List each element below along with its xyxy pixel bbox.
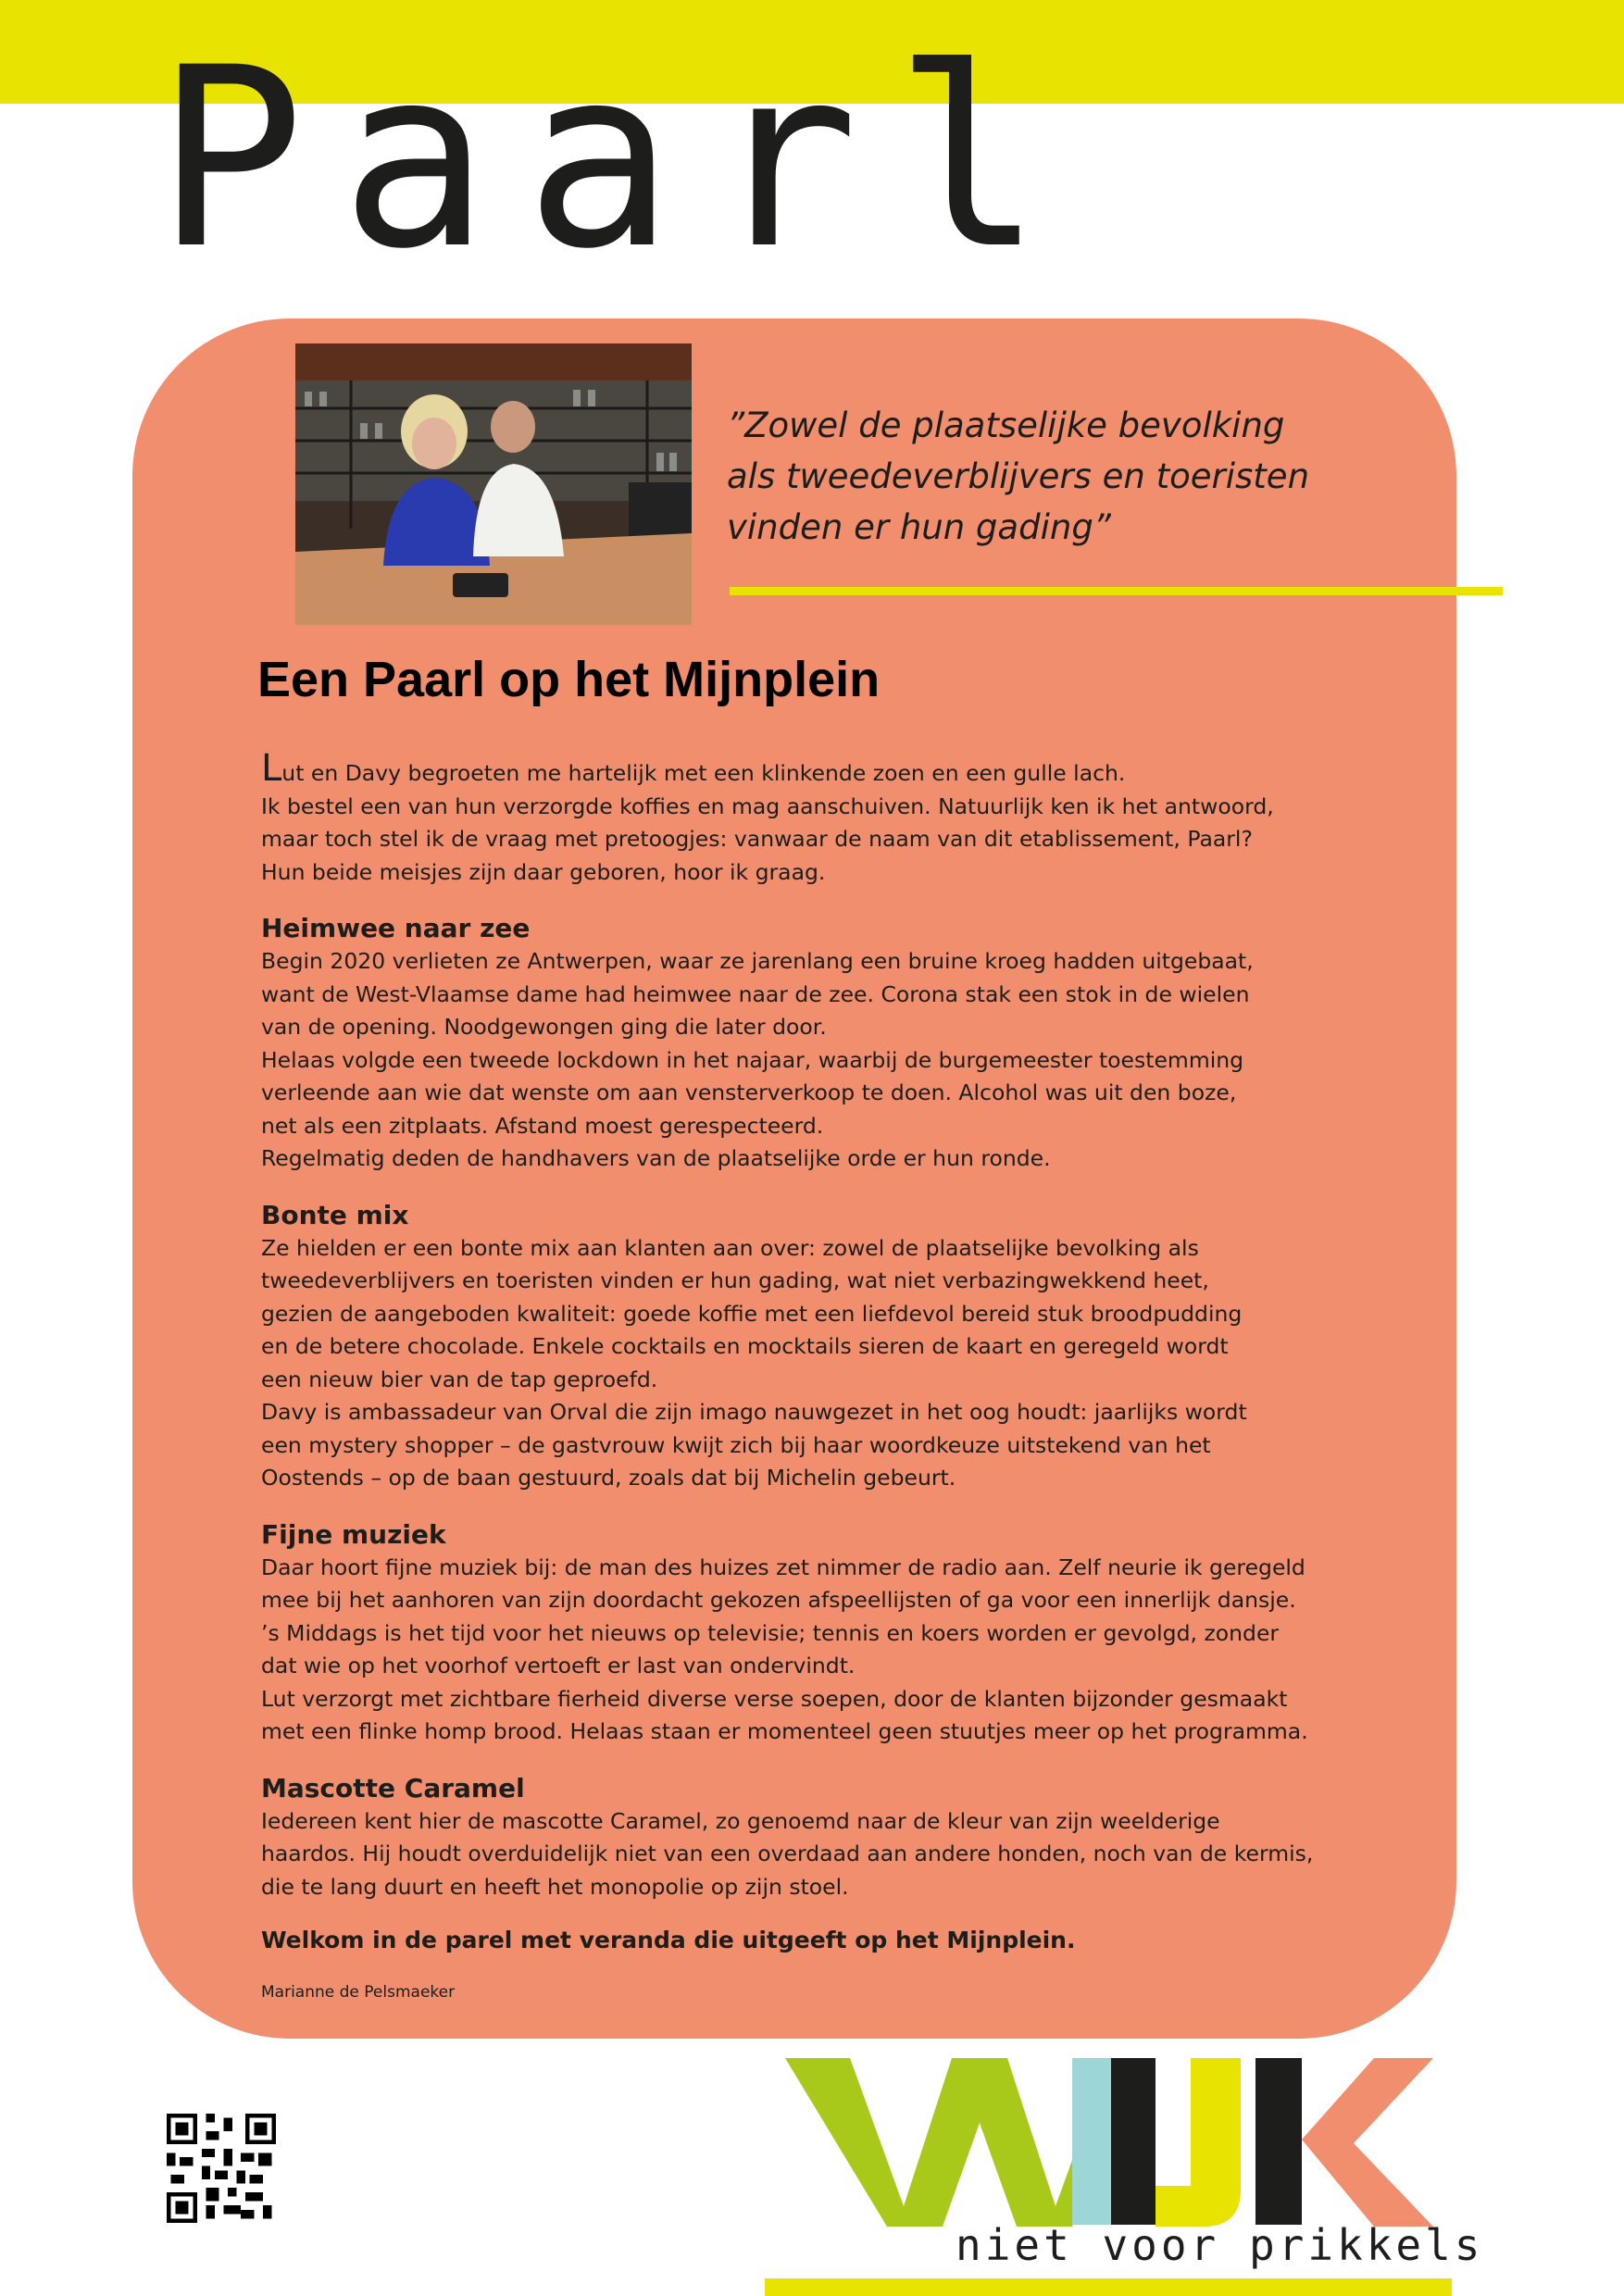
body-line: Ze hielden er een bonte mix aan klanten aan over: zowel de plaatselijke bevolking als [261, 1234, 1199, 1261]
author-credit: Marianne de Pelsmaeker [261, 1982, 456, 2002]
body-line: een mystery shopper – de gastvrouw kwijt zich bij haar woordkeuze uitstekend van het [261, 1431, 1211, 1458]
intro-line: Ik bestel een van hun verzorgde koffies en mag aanschuiven. Natuurlijk ken ik het antwoord, [261, 792, 1274, 819]
body-line: Begin 2020 verlieten ze Antwerpen, waar ze jarenlang een bruine kroeg hadden uitgebaat, [261, 948, 1254, 974]
body-line: Lut verzorgt met zichtbare fierheid diverse verse soepen, door de klanten bijzonder gesmaakt [261, 1685, 1288, 1712]
body-line: haardos. Hij houdt overduidelijk niet van een overdaad aan andere honden, noch van de kermis, [261, 1841, 1314, 1866]
body-line: gezien de aangeboden kwaliteit: goede koffie met een liefdevol bereid stuk broodpudding [261, 1300, 1243, 1327]
quote-line: als tweedeverblijvers en toeristen [727, 456, 1310, 496]
page-title: Paarl [156, 15, 1079, 304]
intro-line: maar toch stel ik de vraag met pretoogjes: vanwaar de naam van dit etablissement, Paarl? [261, 826, 1253, 852]
body-line: Davy is ambassadeur van Orval die zijn imago nauwgezet in het oog houdt: jaarlijks wordt [261, 1399, 1247, 1425]
body-line: ’s Middags is het tijd voor het nieuws op televisie; tennis en koers worden er gevolgd, zonder [261, 1619, 1280, 1646]
body-line: verleende aan wie dat wenste om aan vensterverkoop te doen. Alcohol was uit den boze, [261, 1079, 1237, 1105]
body-line: Helaas volgde een tweede lockdown in het najaar, waarbij de burgemeester toestemming [261, 1046, 1244, 1073]
qr-code[interactable] [167, 2114, 276, 2223]
body-line: die te lang duurt en heeft het monopolie op zijn stoel. [261, 1873, 849, 1900]
section-paragraph [261, 1232, 1400, 1495]
article-body [261, 747, 1400, 2003]
qr-code-icon [167, 2114, 276, 2223]
body-line: dat wie op het voorhof vertoeft er last van ondervindt. [261, 1653, 856, 1678]
body-line: Oostends – op de baan gestuurd, zoals dat bij Michelin gebeurt. [261, 1465, 956, 1491]
body-line: net als een zitplaats. Afstand moest gerespecteerd. [261, 1112, 824, 1139]
intro-line: ut en Davy begroeten me hartelijk met een klinkende zoen en een gulle lach. [281, 760, 1126, 786]
section-paragraph [261, 945, 1400, 1176]
quote-line: ”Zowel de plaatselijke bevolking [727, 406, 1285, 445]
body-line: Daar hoort fijne muziek bij: de man des huizes zet nimmer de radio aan. Zelf neurie ik geregeld [261, 1554, 1305, 1580]
owners-photo [295, 343, 692, 625]
body-line: van de opening. Noodgewongen ging die later door. [261, 1014, 827, 1040]
body-line: en de betere chocolade. Enkele cocktails en mocktails sieren de kaart en geregeld wordt [261, 1333, 1229, 1359]
intro-line: Hun beide meisjes zijn daar geboren, hoor ik graag. [261, 858, 826, 885]
intro-paragraph [261, 747, 1400, 889]
article-headline: Een Paarl op het Mijnplein [257, 652, 881, 707]
section-heading: Mascotte Caramel [261, 1772, 525, 1803]
section-heading: Bonte mix [261, 1199, 409, 1230]
body-line: mee bij het aanhoren van zijn doordacht gekozen afspeellijsten of ga voor een innerlijk dansje. [261, 1587, 1296, 1613]
section-paragraph [261, 1805, 1400, 1904]
body-line: tweedeverblijvers en toeristen vinden er hun gading, wat niet verbazingwekkend heet, [261, 1267, 1209, 1293]
body-line: met een flinke homp brood. Helaas staan er momenteel geen stuutjes meer op het programma. [261, 1718, 1308, 1744]
logo-tagline: niet voor prikkels [956, 2220, 1484, 2270]
section-heading: Fijne muziek [261, 1518, 446, 1550]
body-line: een nieuw bier van de tap geproefd. [261, 1366, 658, 1392]
closing-line: Welkom in de parel met veranda die uitgeeft op het Mijnplein. [261, 1927, 1076, 1953]
bottom-accent-bar [765, 2278, 1452, 2296]
quote-line: vinden er hun gading” [727, 507, 1111, 547]
quote-divider [730, 587, 1503, 595]
body-line: Regelmatig deden de handhavers van de plaatselijke orde er hun ronde. [261, 1145, 1051, 1171]
section-paragraph [261, 1552, 1400, 1749]
body-line: Iedereen kent hier de mascotte Caramel, zo genoemd naar de kleur van zijn weelderige [261, 1807, 1220, 1834]
pull-quote [727, 400, 1393, 553]
drop-initial: L [261, 747, 282, 790]
bar-photo-illustration [295, 343, 692, 625]
section-heading: Heimwee naar zee [261, 913, 531, 943]
body-line: want de West-Vlaamse dame had heimwee naar de zee. Corona stak een stok in de wielen [261, 980, 1250, 1007]
